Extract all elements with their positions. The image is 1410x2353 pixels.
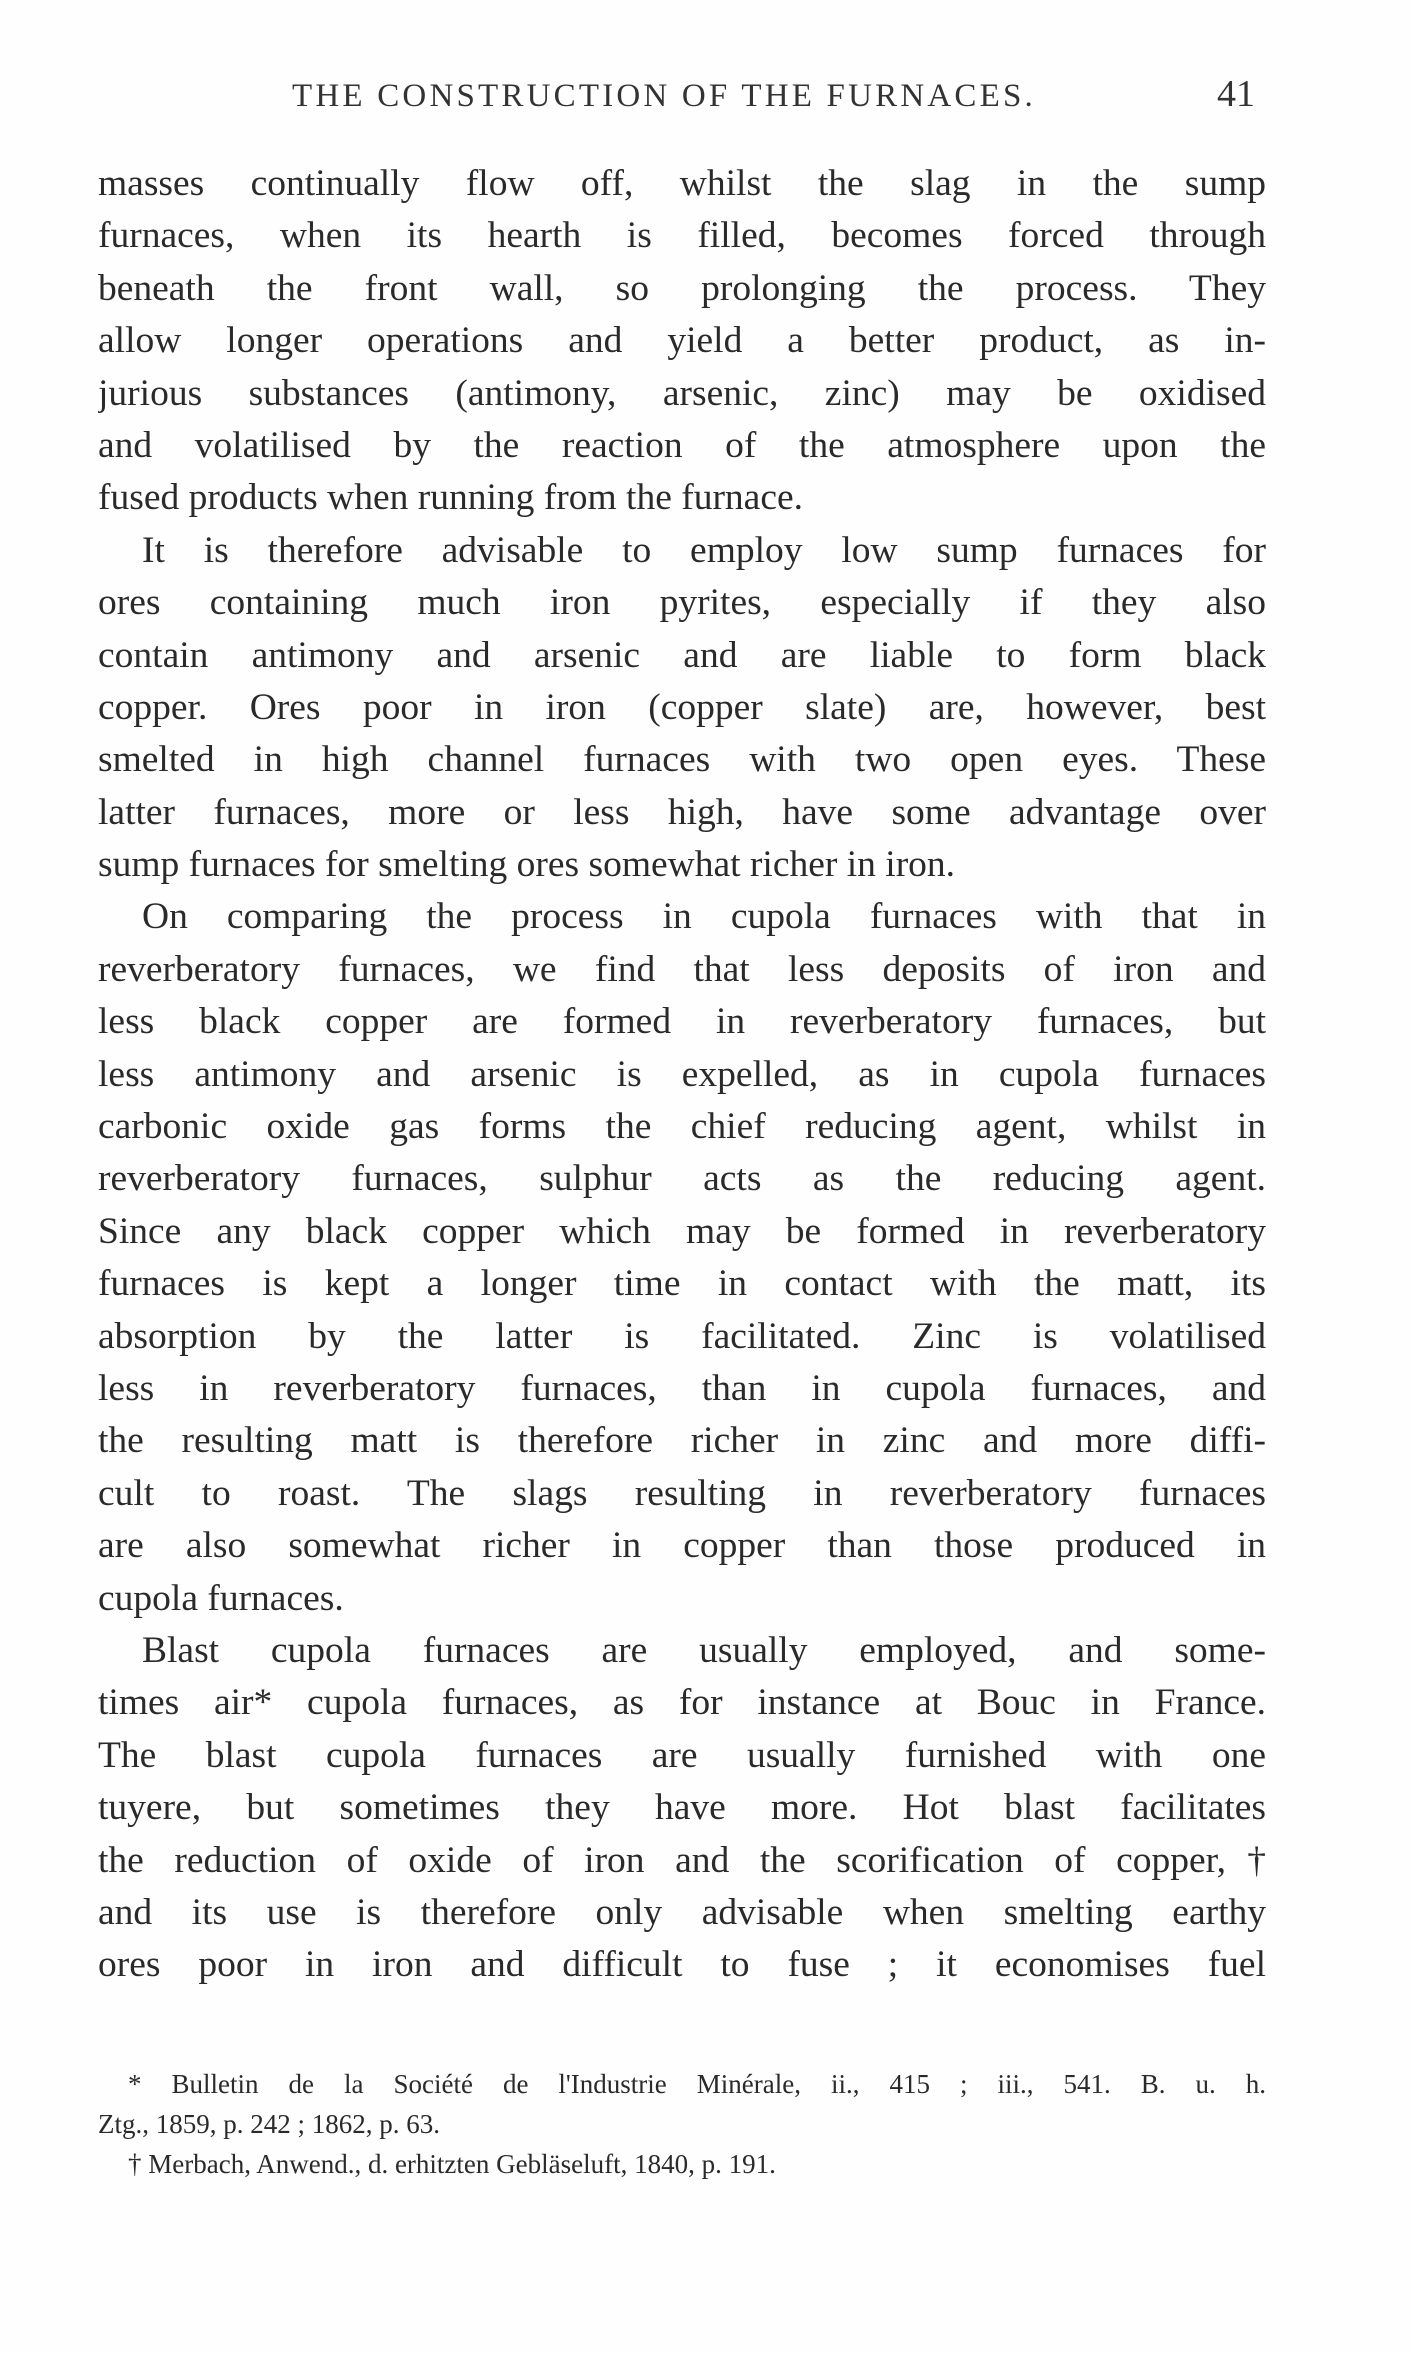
text-line: and volatilised by the reaction of the atmosphere upon the (98, 424, 1266, 466)
footnotes (98, 2064, 1266, 2184)
text-line: carbonic oxide gas forms the chief reducing agent, whilst in (98, 1106, 1266, 1148)
text-line: cult to roast. The slags resulting in reverberatory furnaces (98, 1472, 1266, 1514)
text-line: beneath the front wall, so prolonging the process. They (98, 267, 1266, 309)
text-line: times air* cupola furnaces, as for instance at Bouc in France. (98, 1682, 1266, 1724)
text-line: contain antimony and arsenic and are liable to form black (98, 634, 1266, 676)
text-line: cupola furnaces. (98, 1577, 344, 1619)
text-line: smelted in high channel furnaces with two open eyes. These (98, 739, 1266, 781)
text-line: are also somewhat richer in copper than those produced in (98, 1525, 1266, 1567)
text-line: furnaces, when its hearth is filled, becomes forced through (98, 215, 1266, 257)
text-line: masses continually flow off, whilst the slag in the sump (98, 163, 1266, 204)
text-line: less antimony and arsenic is expelled, as in cupola furnaces (98, 1053, 1266, 1095)
paragraph-first-line: On comparing the process in cupola furnaces with that in (142, 896, 1266, 938)
text-line: The blast cupola furnaces are usually furnished with one (98, 1734, 1266, 1776)
text-line: copper. Ores poor in iron (copper slate) are, however, best (98, 686, 1266, 728)
text-line: ores poor in iron and difficult to fuse ; it economises fuel (98, 1944, 1266, 1986)
paragraph-first-line: It is therefore advisable to employ low sump furnaces for (142, 529, 1266, 571)
text-line: jurious substances (antimony, arsenic, zinc) may be oxidised (98, 372, 1266, 414)
text-line: less in reverberatory furnaces, than in cupola furnaces, and (98, 1367, 1266, 1409)
text-line: latter furnaces, more or less high, have some advantage over (98, 791, 1266, 833)
text-line: sump furnaces for smelting ores somewhat richer in iron. (98, 844, 956, 886)
footnote-line: † Merbach, Anwend., d. erhitzten Gebläseluft, 1840, p. 191. (128, 2149, 776, 2179)
footnote-line: Ztg., 1859, p. 242 ; 1862, p. 63. (98, 2109, 440, 2139)
text-line: and its use is therefore only advisable when smelting earthy (98, 1891, 1266, 1933)
running-title: THE CONSTRUCTION OF THE FURNACES. (292, 78, 1036, 114)
paragraph-first-line: Blast cupola furnaces are usually employed, and some- (142, 1629, 1266, 1671)
footnote-line: * Bulletin de la Société de l'Industrie Minérale, ii., 415 ; iii., 541. B. u. h. (128, 2069, 1266, 2099)
text-line: Since any black copper which may be formed in reverberatory (98, 1210, 1266, 1252)
text-line: tuyere, but sometimes they have more. Hot blast facilitates (98, 1787, 1266, 1829)
text-line: furnaces is kept a longer time in contact with the matt, its (98, 1263, 1266, 1305)
text-line: fused products when running from the furnace. (98, 477, 803, 519)
text-line: the reduction of oxide of iron and the scorification of copper,† (98, 1839, 1266, 1881)
text-line: less black copper are formed in reverberatory furnaces, but (98, 1001, 1266, 1043)
body-text (98, 158, 1266, 1992)
page-number: 41 (1217, 73, 1255, 115)
text-line: ores containing much iron pyrites, especially if they also (98, 582, 1266, 624)
text-line: absorption by the latter is facilitated. Zinc is volatilised (98, 1315, 1266, 1357)
text-line: the resulting matt is therefore richer in zinc and more diffi- (98, 1420, 1266, 1462)
text-line: reverberatory furnaces, we find that less deposits of iron and (98, 948, 1266, 990)
text-line: reverberatory furnaces, sulphur acts as the reducing agent. (98, 1158, 1266, 1200)
text-line: allow longer operations and yield a better product, as in- (98, 320, 1266, 362)
